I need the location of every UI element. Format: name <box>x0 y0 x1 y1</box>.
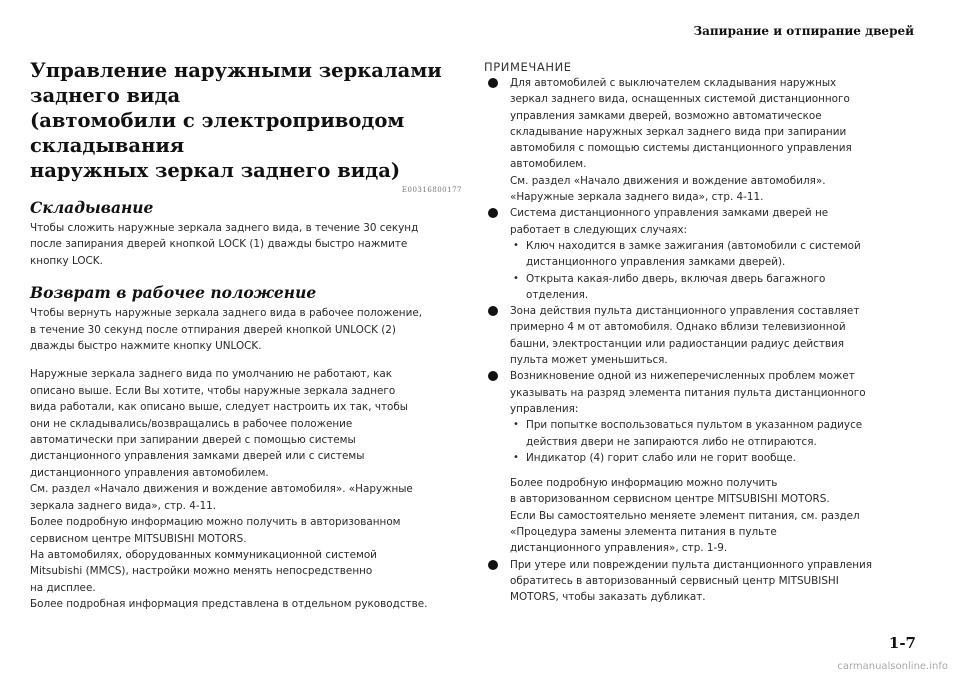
text-line: На автомобилях, оборудованных коммуникационной системой <box>30 548 377 561</box>
text-line: См. раздел «Начало движения и вождение автомобиля». <box>510 174 826 187</box>
text-line: При утере или повреждении пульта дистанционного управления <box>510 558 873 571</box>
text-line: MOTORS, чтобы заказать дубликат. <box>510 591 706 604</box>
text-line: примерно 4 м от автомобиля. Однако вблизи телевизионной <box>510 321 846 334</box>
info-text <box>30 366 462 612</box>
text-line: после запирания дверей кнопкой LOCK (1) дважды быстро нажмите <box>30 238 408 251</box>
text-line: пульта может уменьшиться. <box>510 354 668 367</box>
note-sub-bullet <box>484 450 924 466</box>
text-line: в течение 30 секунд после отпирания дверей кнопкой UNLOCK (2) <box>30 323 396 336</box>
text-line: они не складывались/возвращались в рабочее положение <box>30 417 353 430</box>
text-line: в авторизованном сервисном центре MITSUBISHI MOTORS. <box>510 493 830 506</box>
text-line: на дисплее. <box>30 581 96 594</box>
note-bullet <box>484 303 924 368</box>
note-bullet <box>484 75 924 205</box>
text-line: башни, электростанции или радиостанции радиус действия <box>510 337 845 350</box>
document-code: E00316800177 <box>401 186 462 194</box>
text-line: Система дистанционного управления замками дверей не <box>510 207 829 220</box>
text-line: Наружные зеркала заднего вида по умолчанию не работают, как <box>30 368 393 381</box>
note-sub-bullet <box>484 417 924 450</box>
fold-heading: Складывание <box>30 198 154 217</box>
text-line: Более подробную информацию можно получить в авторизованном <box>30 516 401 529</box>
text-line: дистанционного управления», стр. 1-9. <box>510 542 728 555</box>
return-text <box>30 305 462 354</box>
text-line: управления замками дверей, возможно автоматическое <box>510 109 822 122</box>
text-line: автоматически при запирании дверей с помощью системы <box>30 434 356 447</box>
return-heading: Возврат в рабочее положение <box>30 283 317 303</box>
title-line: наружных зеркал заднего вида) <box>30 159 401 182</box>
bullet-icon <box>488 371 498 381</box>
text-line: Зона действия пульта дистанционного управления составляет <box>510 305 860 318</box>
text-line: зеркала заднего вида», стр. 4-11. <box>30 499 217 512</box>
text-line: дистанционного управления замками дверей или с системы <box>30 450 365 463</box>
title-line: (автомобили с электроприводом складывания <box>30 109 405 157</box>
sub-bullet-icon: • <box>513 419 519 431</box>
text-line: обратитесь в авторизованный сервисный центр MITSUBISHI <box>510 574 839 587</box>
note-bullet <box>484 205 924 238</box>
sub-bullet-icon: • <box>513 451 519 463</box>
text-line: См. раздел «Начало движения и вождение автомобиля». «Наружные <box>30 483 413 496</box>
text-line: кнопку LOCK. <box>30 254 103 267</box>
note-paragraph <box>484 475 924 556</box>
text-line: «Наружные зеркала заднего вида», стр. 4-11. <box>510 191 764 204</box>
text-line: Открыта какая-либо дверь, включая дверь багажного <box>526 272 826 285</box>
text-line: Более подробная информация представлена в отдельном руководстве. <box>30 598 428 611</box>
sub-bullet-icon: • <box>513 272 519 284</box>
bullet-icon <box>488 306 498 316</box>
watermark: carmanualsonline.info <box>837 661 948 672</box>
text-line: «Процедура замены элемента питания в пульте <box>510 526 777 539</box>
text-line: складывание наружных зеркал заднего вида при запирании <box>510 125 847 138</box>
text-line: управления: <box>510 402 579 415</box>
note-sub-bullet <box>484 271 924 304</box>
text-line: дистанционного управления замками дверей). <box>526 256 786 269</box>
sub-bullet-icon: • <box>513 239 519 251</box>
bullet-icon <box>488 208 498 218</box>
text-line: Более подробную информацию можно получить <box>510 477 778 490</box>
text-line: Чтобы вернуть наружные зеркала заднего вида в рабочее положение, <box>30 307 423 320</box>
note-title: ПРИМЕЧАНИЕ <box>484 60 572 74</box>
text-line: Индикатор (4) горит слабо или не горит вообще. <box>526 451 796 464</box>
text-line: дистанционного управления автомобилем. <box>30 466 269 479</box>
page-number: 1-7 <box>888 634 916 652</box>
text-line: Возникновение одной из нижеперечисленных проблем может <box>510 370 855 383</box>
text-line: При попытке воспользоваться пультом в указанном радиусе <box>526 419 863 432</box>
running-header: Запирание и отпирание дверей <box>693 24 914 38</box>
left-column <box>30 58 462 613</box>
text-line: отделения. <box>526 288 589 301</box>
note-bullet <box>484 368 924 417</box>
text-line: Ключ находится в замке зажигания (автомобили с системой <box>526 239 861 252</box>
text-line: автомобилем. <box>510 158 587 171</box>
text-line: автомобиля с помощью системы дистанционного управления <box>510 142 852 155</box>
text-line: описано выше. Если Вы хотите, чтобы наружные зеркала заднего <box>30 384 396 397</box>
text-line: действия двери не запираются либо не отпираются. <box>526 435 817 448</box>
text-line: дважды быстро нажмите кнопку UNLOCK. <box>30 340 262 353</box>
fold-text <box>30 220 462 269</box>
bullet-icon <box>488 560 498 570</box>
text-line: Для автомобилей с выключателем складывания наружных <box>510 77 837 89</box>
note-sub-bullet <box>484 238 924 271</box>
text-line: Mitsubishi (MMCS), настройки можно менять непосредственно <box>30 565 373 578</box>
bullet-icon <box>488 78 498 88</box>
text-line: сервисном центре MITSUBISHI MOTORS. <box>30 532 247 545</box>
text-line: Чтобы сложить наружные зеркала заднего вида, в течение 30 секунд <box>30 222 419 234</box>
text-line: Если Вы самостоятельно меняете элемент питания, см. раздел <box>510 509 860 522</box>
text-line: зеркал заднего вида, оснащенных системой дистанционного <box>510 93 850 106</box>
note-bullet <box>484 557 924 606</box>
text-line: работает в следующих случаях: <box>510 223 688 236</box>
text-line: вида работали, как описано выше, следует настроить их так, чтобы <box>30 401 408 414</box>
text-line: указывать на разряд элемента питания пульта дистанционного <box>510 386 866 399</box>
section-title <box>30 58 462 183</box>
right-column <box>484 60 924 606</box>
title-line: Управление наружными зеркалами заднего вида <box>30 59 442 107</box>
